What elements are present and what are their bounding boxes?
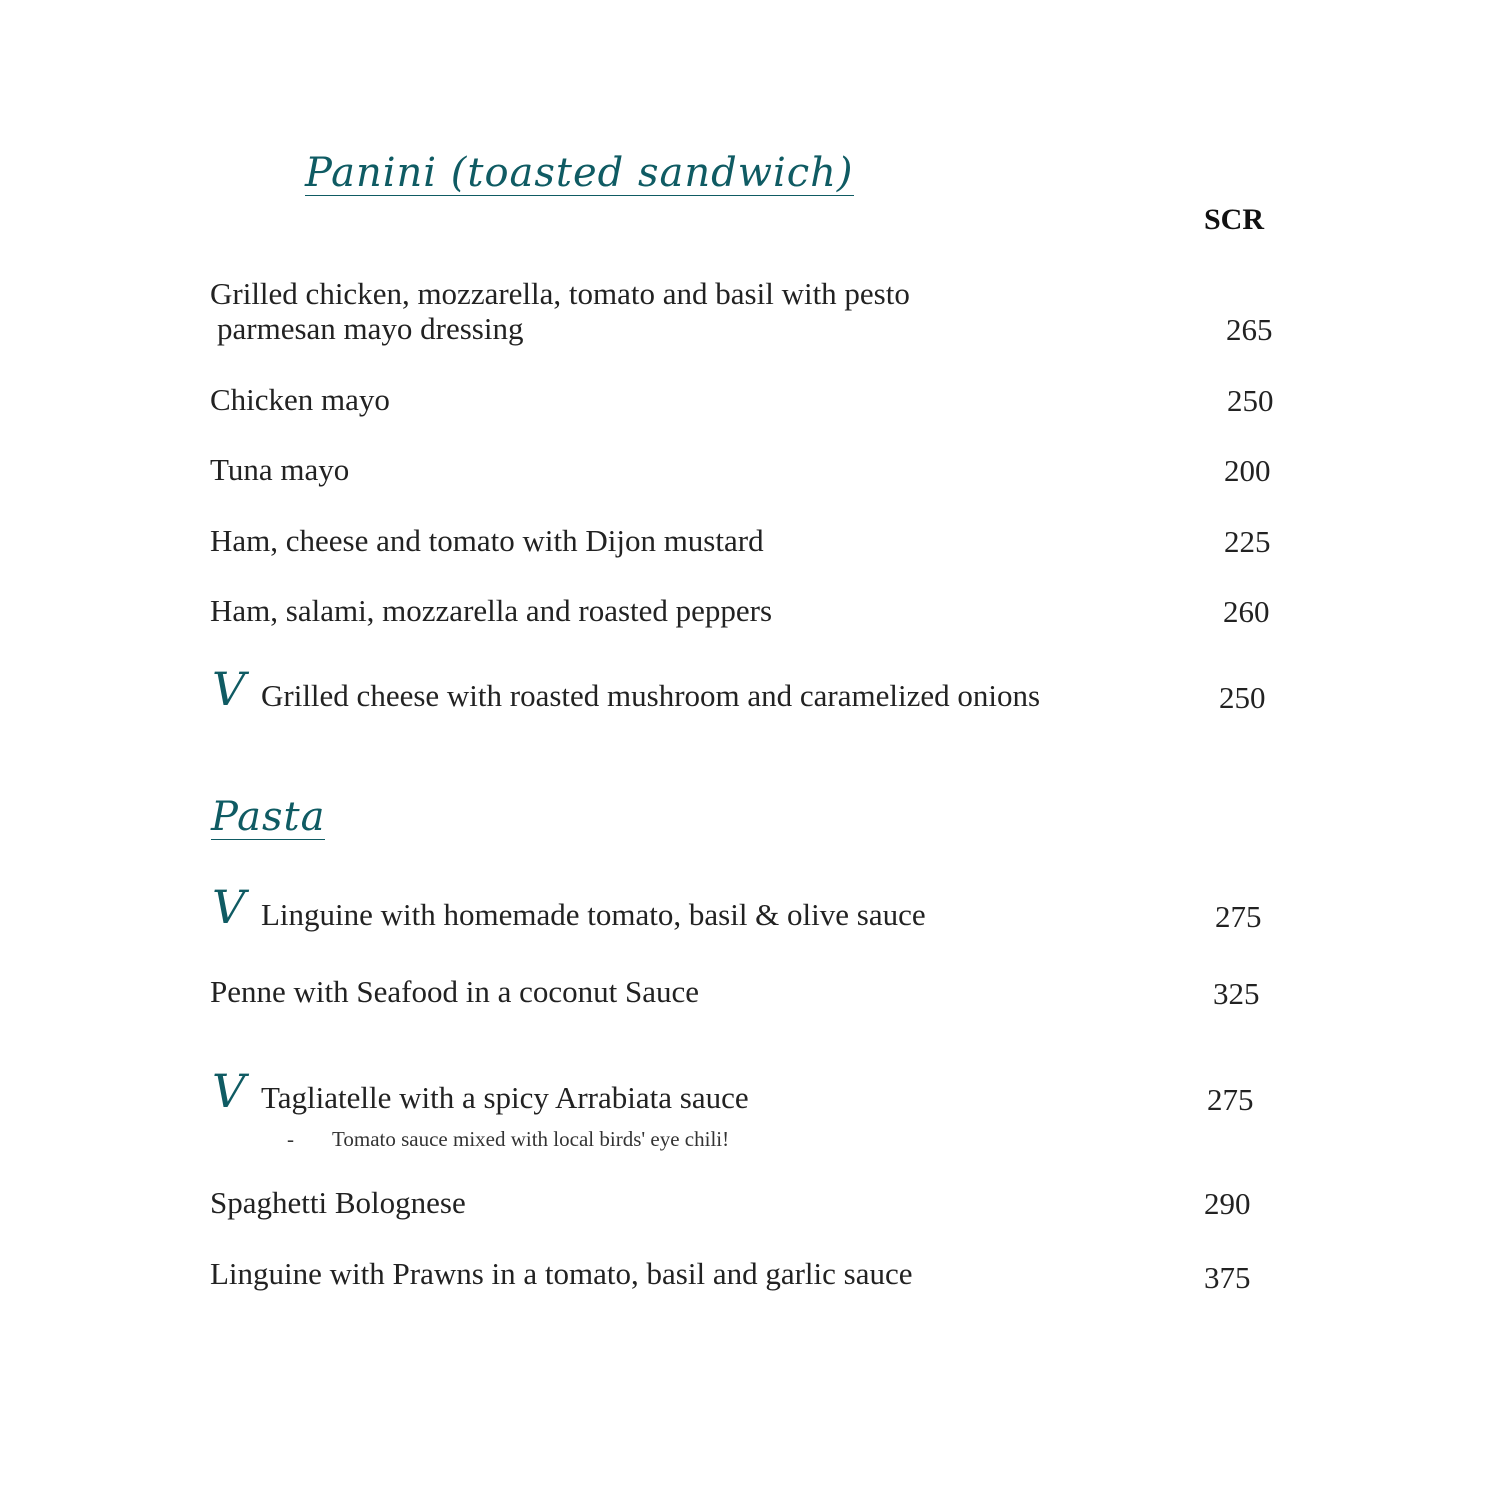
pasta-section-title: Pasta: [211, 794, 326, 840]
menu-item-name: Linguine with homemade tomato, basil & olive sauce: [261, 897, 926, 932]
menu-item-note: Tomato sauce mixed with local birds' eye chili!: [332, 1127, 730, 1151]
menu-item-price: 225: [1224, 524, 1271, 559]
menu-item-name-continued: parmesan mayo dressing: [217, 311, 524, 346]
currency-label: SCR: [1204, 203, 1265, 236]
menu-item-name: Chicken mayo: [210, 382, 390, 417]
menu-item-name: Spaghetti Bolognese: [210, 1185, 466, 1220]
menu-item-name: Tagliatelle with a spicy Arrabiata sauce: [261, 1080, 749, 1115]
menu-item-price: 250: [1227, 383, 1274, 418]
menu-item-price: 275: [1207, 1082, 1254, 1117]
menu-item-name: Grilled chicken, mozzarella, tomato and basil with pesto: [210, 276, 910, 311]
menu-item-name: Ham, cheese and tomato with Dijon mustard: [210, 523, 764, 558]
menu-item-name: Linguine with Prawns in a tomato, basil and garlic sauce: [210, 1256, 913, 1291]
menu-item-price: 375: [1204, 1260, 1251, 1295]
menu-item-price: 265: [1226, 312, 1273, 347]
menu-item-name: Grilled cheese with roasted mushroom and caramelized onions: [261, 678, 1041, 713]
menu-item-name: Penne with Seafood in a coconut Sauce: [210, 974, 699, 1009]
menu-item-price: 325: [1213, 976, 1260, 1011]
vegetarian-icon: V: [212, 880, 246, 934]
vegetarian-icon: V: [212, 1064, 246, 1118]
note-dash: -: [287, 1127, 294, 1151]
menu-item-price: 275: [1215, 899, 1262, 934]
menu-item-name: Tuna mayo: [210, 452, 350, 487]
menu-item-price: 290: [1204, 1186, 1251, 1221]
menu-item-price: 250: [1219, 680, 1266, 715]
vegetarian-icon: V: [212, 662, 246, 716]
menu-item-price: 200: [1224, 453, 1271, 488]
panini-section-title: Panini (toasted sandwich): [305, 150, 854, 196]
menu-item-name: Ham, salami, mozzarella and roasted peppers: [210, 593, 773, 628]
menu-item-price: 260: [1223, 594, 1270, 629]
